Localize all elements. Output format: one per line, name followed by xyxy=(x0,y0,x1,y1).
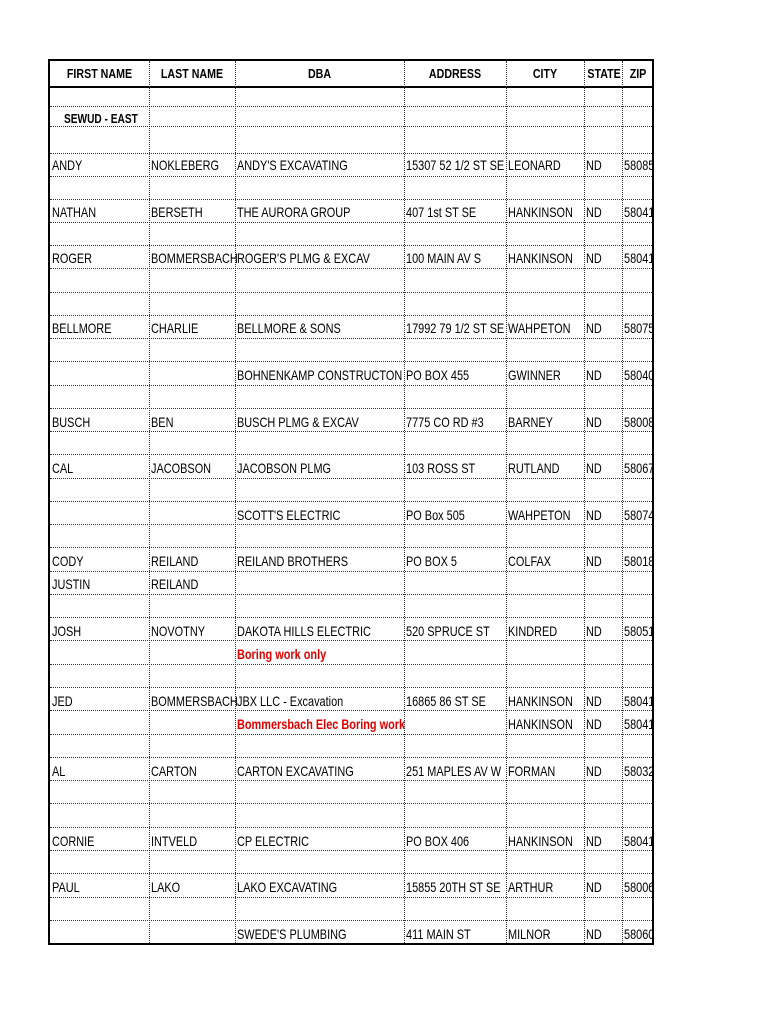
cell-address: PO Box 505 xyxy=(406,507,465,523)
row-divider xyxy=(50,850,652,851)
row-divider xyxy=(50,153,652,154)
cell-dba: SWEDE'S PLUMBING xyxy=(237,926,347,942)
cell-zip: 58041 xyxy=(624,716,655,732)
cell-city: COLFAX xyxy=(508,553,552,569)
row-divider xyxy=(50,524,652,525)
row-divider xyxy=(50,222,652,223)
cell-last-name: BEN xyxy=(151,414,174,430)
cell-address: 407 1st ST SE xyxy=(406,204,477,220)
cell-city: FORMAN xyxy=(508,763,556,779)
cell-dba: CP ELECTRIC xyxy=(237,833,310,849)
cell-state: ND xyxy=(586,507,602,523)
cell-last-name: REILAND xyxy=(151,553,199,569)
cell-address: 17992 79 1/2 ST SE xyxy=(406,320,505,336)
cell-city: HANKINSON xyxy=(508,250,573,266)
cell-dba: THE AURORA GROUP xyxy=(237,204,351,220)
column-divider xyxy=(506,61,507,943)
row-divider xyxy=(50,687,652,688)
row-divider xyxy=(50,640,652,641)
cell-first-name: BUSCH xyxy=(52,414,91,430)
cell-address: 7775 CO RD #3 xyxy=(406,414,484,430)
cell-address: 100 MAIN AV S xyxy=(406,250,482,266)
cell-last-name: BERSETH xyxy=(151,204,203,220)
cell-dba: BELLMORE & SONS xyxy=(237,320,341,336)
header-zip: ZIP xyxy=(629,66,647,81)
cell-city: HANKINSON xyxy=(508,693,573,709)
row-divider xyxy=(50,126,652,127)
cell-state: ND xyxy=(586,414,602,430)
cell-state: ND xyxy=(586,926,602,942)
cell-last-name: REILAND xyxy=(151,576,199,592)
row-divider xyxy=(50,361,652,362)
cell-first-name: JED xyxy=(52,693,73,709)
header-last-name: LAST NAME xyxy=(160,66,224,81)
cell-state: ND xyxy=(586,367,602,383)
column-divider xyxy=(622,61,623,943)
header-city: CITY xyxy=(532,66,558,81)
cell-dba: REILAND BROTHERS xyxy=(237,553,349,569)
row-divider xyxy=(50,571,652,572)
header-first-name: FIRST NAME xyxy=(66,66,133,81)
cell-first-name: CODY xyxy=(52,553,84,569)
cell-last-name: NOKLEBERG xyxy=(151,157,219,173)
cell-first-name: JOSH xyxy=(52,623,82,639)
cell-first-name: NATHAN xyxy=(52,204,97,220)
cell-zip: 58008 xyxy=(624,414,655,430)
cell-state: ND xyxy=(586,553,602,569)
cell-address: 15307 52 1/2 ST SE xyxy=(406,157,505,173)
cell-state: ND xyxy=(586,716,602,732)
cell-city: MILNOR xyxy=(508,926,551,942)
cell-state: ND xyxy=(586,879,602,895)
row-divider xyxy=(50,338,652,339)
row-divider xyxy=(50,106,652,107)
column-divider xyxy=(584,61,585,943)
row-divider xyxy=(50,617,652,618)
header-dba: DBA xyxy=(307,66,332,81)
row-divider xyxy=(50,478,652,479)
cell-first-name: CAL xyxy=(52,460,74,476)
cell-dba: SCOTT'S ELECTRIC xyxy=(237,507,341,523)
cell-last-name: JACOBSON xyxy=(151,460,212,476)
cell-address: 251 MAPLES AV W xyxy=(406,763,502,779)
row-divider xyxy=(50,664,652,665)
cell-first-name: ROGER xyxy=(52,250,93,266)
row-divider xyxy=(50,199,652,200)
row-divider xyxy=(50,315,652,316)
cell-zip: 58041 xyxy=(624,204,655,220)
cell-dba-note: Bommersbach Elec Boring work xyxy=(237,716,406,732)
cell-city: ARTHUR xyxy=(508,879,554,895)
cell-city: HANKINSON xyxy=(508,204,573,220)
column-divider xyxy=(235,61,236,943)
cell-first-name: ANDY xyxy=(52,157,83,173)
cell-first-name: AL xyxy=(52,763,66,779)
cell-city: WAHPETON xyxy=(508,320,571,336)
cell-dba: LAKO EXCAVATING xyxy=(237,879,338,895)
cell-state: ND xyxy=(586,693,602,709)
row-divider xyxy=(50,873,652,874)
contractor-table xyxy=(48,59,654,945)
row-divider xyxy=(50,245,652,246)
cell-dba: CARTON EXCAVATING xyxy=(237,763,354,779)
cell-last-name: CARTON xyxy=(151,763,197,779)
cell-address: 103 ROSS ST xyxy=(406,460,476,476)
row-divider xyxy=(50,594,652,595)
section-title: SEWUD - EAST xyxy=(64,111,138,126)
cell-address: PO BOX 455 xyxy=(406,367,470,383)
cell-zip: 58075 xyxy=(624,320,655,336)
cell-zip: 58041 xyxy=(624,250,655,266)
cell-state: ND xyxy=(586,833,602,849)
cell-address: 411 MAIN ST xyxy=(406,926,471,942)
row-divider xyxy=(50,431,652,432)
row-divider xyxy=(50,176,652,177)
cell-dba: DAKOTA HILLS ELECTRIC xyxy=(237,623,371,639)
cell-zip: 58018 xyxy=(624,553,655,569)
cell-dba-note: Boring work only xyxy=(237,646,327,662)
cell-zip: 58006 xyxy=(624,879,655,895)
cell-state: ND xyxy=(586,460,602,476)
cell-dba: JBX LLC - Excavation xyxy=(237,693,344,709)
cell-city: BARNEY xyxy=(508,414,553,430)
cell-dba: JACOBSON PLMG xyxy=(237,460,332,476)
header-state: STATE xyxy=(587,66,621,81)
cell-state: ND xyxy=(586,763,602,779)
row-divider xyxy=(50,897,652,898)
cell-city: KINDRED xyxy=(508,623,558,639)
cell-city: HANKINSON xyxy=(508,716,573,732)
row-divider xyxy=(50,827,652,828)
cell-city: RUTLAND xyxy=(508,460,560,476)
cell-last-name: LAKO xyxy=(151,879,181,895)
header-address: ADDRESS xyxy=(428,66,482,81)
cell-zip: 58041 xyxy=(624,693,655,709)
cell-zip: 58074 xyxy=(624,507,655,523)
cell-address: PO BOX 406 xyxy=(406,833,470,849)
cell-city: HANKINSON xyxy=(508,833,573,849)
cell-zip: 58060 xyxy=(624,926,655,942)
cell-address: 520 SPRUCE ST xyxy=(406,623,490,639)
column-divider xyxy=(404,61,405,943)
cell-address: 16865 86 ST SE xyxy=(406,693,486,709)
cell-state: ND xyxy=(586,204,602,220)
cell-address: 15855 20TH ST SE xyxy=(406,879,501,895)
cell-zip: 58040 xyxy=(624,367,655,383)
row-divider xyxy=(50,734,652,735)
cell-last-name: BOMMERSBACH xyxy=(151,693,238,709)
row-divider xyxy=(50,268,652,269)
cell-state: ND xyxy=(586,320,602,336)
cell-first-name: JUSTIN xyxy=(52,576,91,592)
cell-first-name: PAUL xyxy=(52,879,80,895)
row-divider xyxy=(50,292,652,293)
cell-address: PO BOX 5 xyxy=(406,553,457,569)
row-divider xyxy=(50,780,652,781)
row-divider xyxy=(50,803,652,804)
cell-dba: BUSCH PLMG & EXCAV xyxy=(237,414,359,430)
cell-last-name: NOVOTNY xyxy=(151,623,206,639)
cell-zip: 58051 xyxy=(624,623,655,639)
cell-last-name: BOMMERSBACH xyxy=(151,250,238,266)
cell-zip: 58085 xyxy=(624,157,655,173)
row-divider xyxy=(50,757,652,758)
cell-state: ND xyxy=(586,250,602,266)
column-divider xyxy=(149,61,150,943)
cell-first-name: CORNIE xyxy=(52,833,95,849)
row-divider xyxy=(50,408,652,409)
cell-last-name: INTVELD xyxy=(151,833,198,849)
cell-city: GWINNER xyxy=(508,367,561,383)
cell-zip: 58067 xyxy=(624,460,655,476)
row-divider xyxy=(50,547,652,548)
cell-city: WAHPETON xyxy=(508,507,571,523)
row-divider xyxy=(50,501,652,502)
cell-city: LEONARD xyxy=(508,157,561,173)
cell-zip: 58032 xyxy=(624,763,655,779)
cell-zip: 58041 xyxy=(624,833,655,849)
cell-last-name: CHARLIE xyxy=(151,320,199,336)
cell-dba: ROGER'S PLMG & EXCAV xyxy=(237,250,370,266)
cell-dba: ANDY'S EXCAVATING xyxy=(237,157,348,173)
row-divider xyxy=(50,385,652,386)
cell-first-name: BELLMORE xyxy=(52,320,112,336)
row-divider xyxy=(50,710,652,711)
header-divider xyxy=(50,86,652,88)
cell-state: ND xyxy=(586,157,602,173)
cell-state: ND xyxy=(586,623,602,639)
row-divider xyxy=(50,920,652,921)
row-divider xyxy=(50,454,652,455)
cell-dba: BOHNENKAMP CONSTRUCTON xyxy=(237,367,403,383)
